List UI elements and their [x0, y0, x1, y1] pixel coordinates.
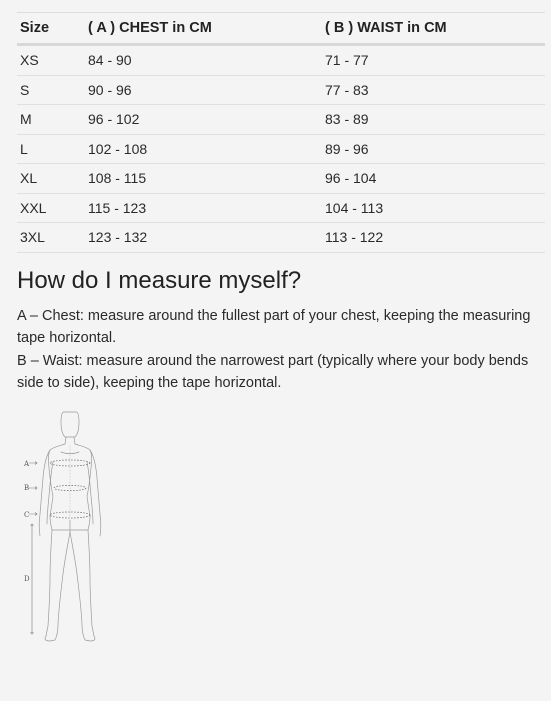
size-chart-table	[17, 12, 545, 253]
table-row	[17, 164, 545, 194]
waist-instruction: B – Waist: measure around the narrowest part (typically where your body bends side to side), keeping the tape horizontal.	[17, 352, 529, 391]
cell-size: 3XL	[17, 223, 85, 253]
header-chest: ( A ) CHEST in CM	[85, 13, 322, 45]
table-row	[17, 193, 545, 223]
cell-size: S	[17, 75, 85, 105]
chest-instruction: A – Chest: measure around the fullest part of your chest, keeping the measuring tape horizontal.	[17, 307, 531, 346]
table-row	[17, 223, 545, 253]
cell-chest: 84 - 90	[85, 45, 322, 76]
body-measurement-figure	[17, 406, 117, 651]
cell-chest: 115 - 123	[85, 193, 322, 223]
cell-waist: 77 - 83	[322, 75, 545, 105]
body-outline-illustration	[17, 406, 117, 651]
measure-instructions	[17, 305, 545, 395]
figure-label-c: C	[24, 511, 30, 519]
cell-size: XS	[17, 45, 85, 76]
cell-chest: 90 - 96	[85, 75, 322, 105]
cell-chest: 102 - 108	[85, 134, 322, 164]
measure-heading: How do I measure myself?	[17, 266, 302, 294]
cell-waist: 96 - 104	[322, 164, 545, 194]
cell-chest: 108 - 115	[85, 164, 322, 194]
table-row	[17, 105, 545, 135]
table-header-row	[17, 13, 545, 45]
cell-waist: 113 - 122	[322, 223, 545, 253]
figure-label-b: B	[24, 484, 30, 492]
cell-size: M	[17, 105, 85, 135]
cell-size: XXL	[17, 193, 85, 223]
figure-label-d: D	[24, 575, 30, 583]
figure-label-a: A	[24, 460, 30, 468]
cell-waist: 104 - 113	[322, 193, 545, 223]
header-size: Size	[17, 13, 85, 45]
cell-chest: 123 - 132	[85, 223, 322, 253]
table-row	[17, 45, 545, 76]
table-row	[17, 75, 545, 105]
header-waist: ( B ) WAIST in CM	[322, 13, 545, 45]
cell-chest: 96 - 102	[85, 105, 322, 135]
cell-waist: 83 - 89	[322, 105, 545, 135]
cell-size: L	[17, 134, 85, 164]
cell-waist: 71 - 77	[322, 45, 545, 76]
cell-waist: 89 - 96	[322, 134, 545, 164]
table-row	[17, 134, 545, 164]
cell-size: XL	[17, 164, 85, 194]
